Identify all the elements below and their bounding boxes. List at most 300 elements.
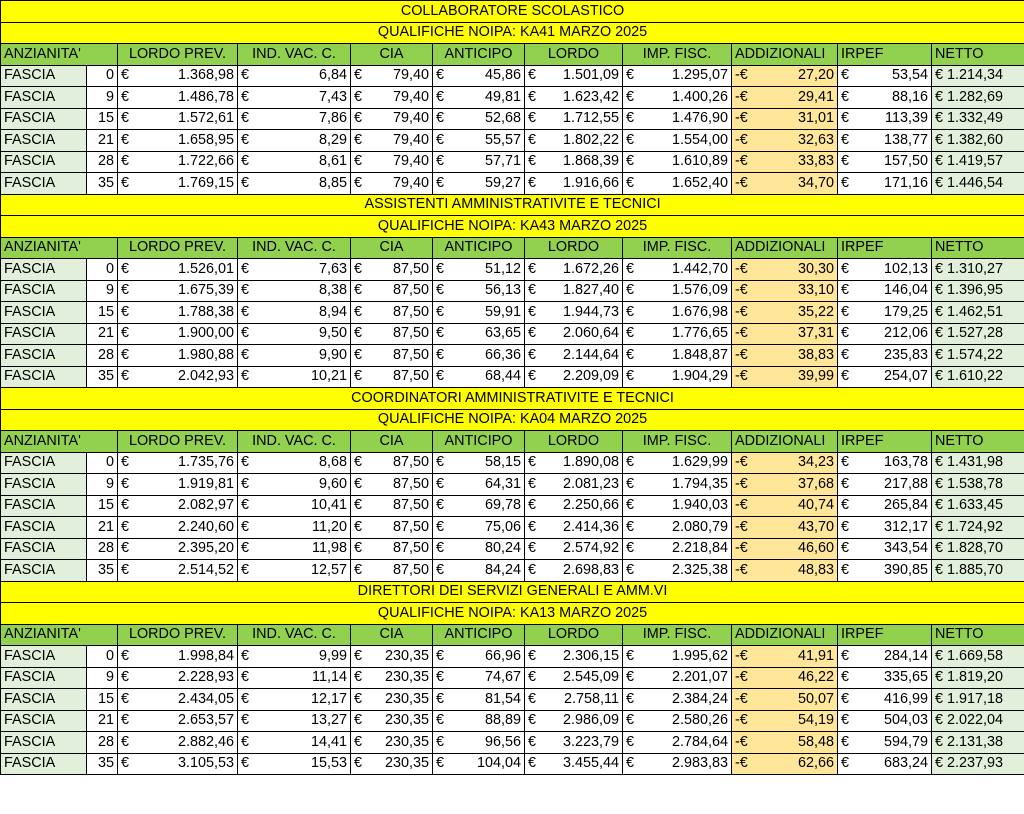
cia-cell: [351, 65, 433, 87]
currency-symbol: €: [626, 647, 635, 664]
cell-value: 1.980,88: [177, 346, 234, 363]
imp-fisc-cell: [623, 345, 732, 367]
imp-fisc-cell: [623, 495, 732, 517]
cell-value: 7,63: [318, 260, 347, 277]
cell-value: 230,35: [384, 712, 429, 729]
fascia-years: 35: [87, 560, 118, 582]
cell-value: 79,40: [392, 67, 429, 84]
fascia-years: 0: [87, 452, 118, 474]
cell-value: 1.623,42: [562, 88, 619, 105]
currency-symbol: €: [436, 454, 445, 471]
cell-value: 2.250,66: [562, 497, 619, 514]
lordo-prev-cell: [118, 732, 238, 754]
currency-symbol: €: [354, 454, 363, 471]
header-row: [1, 431, 1024, 453]
fascia-label: FASCIA: [1, 646, 87, 668]
addizionali-cell: [732, 130, 838, 152]
currency-symbol: €: [626, 88, 635, 105]
lordo-prev-cell: [118, 173, 238, 195]
fascia-years: 15: [87, 108, 118, 130]
currency-symbol: €: [528, 540, 537, 557]
cell-value: 63,65: [484, 325, 521, 342]
cell-value: 1.788,38: [177, 303, 234, 320]
fascia-label: FASCIA: [1, 130, 87, 152]
cia-cell: [351, 87, 433, 109]
cell-value: 8,29: [318, 131, 347, 148]
cia-cell: [351, 302, 433, 324]
anticipo-cell: [433, 753, 525, 775]
currency-symbol: €: [528, 282, 537, 299]
fascia-years: 0: [87, 646, 118, 668]
irpef-cell: [838, 667, 932, 689]
ind-vac-cell: [238, 495, 351, 517]
cell-value: 265,84: [883, 497, 928, 514]
currency-symbol: €: [354, 561, 363, 578]
cell-value: 1.486,78: [177, 88, 234, 105]
netto-cell: € 1.214,34: [932, 65, 1024, 87]
currency-symbol: €: [241, 67, 250, 84]
currency-symbol: -€: [735, 174, 748, 191]
netto-cell: € 2.237,93: [932, 753, 1024, 775]
cell-value: 2.574,92: [562, 540, 619, 557]
cell-value: 1.672,26: [562, 260, 619, 277]
currency-symbol: €: [436, 518, 445, 535]
table-row: [1, 517, 1024, 539]
currency-symbol: €: [626, 110, 635, 127]
cell-value: 1.722,66: [177, 153, 234, 170]
currency-symbol: -€: [735, 346, 748, 363]
cell-value: 13,27: [310, 712, 347, 729]
cell-value: 504,03: [883, 712, 928, 729]
fascia-label: FASCIA: [1, 517, 87, 539]
cell-value: 146,04: [883, 282, 928, 299]
cell-value: 2.209,09: [562, 368, 619, 385]
currency-symbol: €: [121, 174, 130, 191]
lordo-cell: [525, 495, 623, 517]
lordo-cell: [525, 517, 623, 539]
cell-value: 1.658,95: [177, 131, 234, 148]
currency-symbol: €: [354, 303, 363, 320]
cell-value: 34,70: [797, 174, 834, 191]
imp-fisc-cell: [623, 689, 732, 711]
currency-symbol: €: [241, 475, 250, 492]
section-subtitle-row: [1, 409, 1024, 431]
addizionali-cell: [732, 710, 838, 732]
currency-symbol: €: [241, 303, 250, 320]
cell-value: 3.105,53: [177, 755, 234, 772]
currency-symbol: -€: [735, 88, 748, 105]
currency-symbol: €: [626, 260, 635, 277]
cell-value: 14,41: [310, 733, 347, 750]
currency-symbol: €: [354, 110, 363, 127]
cell-value: 416,99: [883, 690, 928, 707]
currency-symbol: €: [241, 110, 250, 127]
currency-symbol: €: [121, 669, 130, 686]
column-header-netto: NETTO: [932, 431, 1024, 453]
imp-fisc-cell: [623, 259, 732, 281]
addizionali-cell: [732, 323, 838, 345]
cia-cell: [351, 710, 433, 732]
netto-cell: € 1.382,60: [932, 130, 1024, 152]
fascia-years: 9: [87, 280, 118, 302]
currency-symbol: €: [436, 669, 445, 686]
currency-symbol: €: [354, 88, 363, 105]
currency-symbol: €: [626, 174, 635, 191]
imp-fisc-cell: [623, 173, 732, 195]
currency-symbol: €: [626, 712, 635, 729]
netto-cell: € 2.131,38: [932, 732, 1024, 754]
currency-symbol: -€: [735, 153, 748, 170]
column-header-anzianita: ANZIANITA': [1, 431, 118, 453]
currency-symbol: €: [841, 561, 850, 578]
currency-symbol: €: [528, 174, 537, 191]
irpef-cell: [838, 259, 932, 281]
imp-fisc-cell: [623, 130, 732, 152]
cell-value: 79,40: [392, 88, 429, 105]
currency-symbol: €: [241, 153, 250, 170]
cell-value: 1.995,62: [671, 647, 728, 664]
cell-value: 1.919,81: [177, 475, 234, 492]
cell-value: 1.712,55: [562, 110, 619, 127]
cell-value: 66,36: [484, 346, 521, 363]
anticipo-cell: [433, 538, 525, 560]
netto-cell: € 1.633,45: [932, 495, 1024, 517]
fascia-label: FASCIA: [1, 108, 87, 130]
cia-cell: [351, 151, 433, 173]
imp-fisc-cell: [623, 323, 732, 345]
addizionali-cell: [732, 452, 838, 474]
currency-symbol: €: [841, 733, 850, 750]
currency-symbol: €: [241, 540, 250, 557]
cell-value: 1.944,73: [562, 303, 619, 320]
anticipo-cell: [433, 366, 525, 388]
currency-symbol: €: [241, 690, 250, 707]
currency-symbol: €: [841, 712, 850, 729]
lordo-prev-cell: [118, 495, 238, 517]
cell-value: 59,27: [484, 174, 521, 191]
currency-symbol: €: [528, 454, 537, 471]
irpef-cell: [838, 302, 932, 324]
currency-symbol: €: [436, 153, 445, 170]
anticipo-cell: [433, 173, 525, 195]
currency-symbol: €: [436, 325, 445, 342]
cell-value: 2.395,20: [177, 540, 234, 557]
addizionali-cell: [732, 560, 838, 582]
column-header-irpef: IRPEF: [838, 237, 932, 259]
cell-value: 87,50: [392, 475, 429, 492]
cell-value: 7,43: [318, 88, 347, 105]
currency-symbol: €: [121, 733, 130, 750]
irpef-cell: [838, 130, 932, 152]
netto-cell: € 1.917,18: [932, 689, 1024, 711]
currency-symbol: €: [121, 497, 130, 514]
cell-value: 683,24: [883, 755, 928, 772]
currency-symbol: €: [121, 282, 130, 299]
cell-value: 58,15: [484, 454, 521, 471]
fascia-label: FASCIA: [1, 173, 87, 195]
lordo-cell: [525, 173, 623, 195]
currency-symbol: €: [354, 690, 363, 707]
section-subtitle-row: [1, 216, 1024, 238]
lordo-cell: [525, 65, 623, 87]
currency-symbol: €: [841, 475, 850, 492]
column-header-imp-fisc: IMP. FISC.: [623, 44, 732, 66]
ind-vac-cell: [238, 87, 351, 109]
cell-value: 80,24: [484, 540, 521, 557]
cell-value: 50,07: [797, 690, 834, 707]
cell-value: 38,83: [797, 346, 834, 363]
cell-value: 33,10: [797, 282, 834, 299]
addizionali-cell: [732, 65, 838, 87]
currency-symbol: €: [841, 497, 850, 514]
currency-symbol: €: [436, 712, 445, 729]
column-header-lordo: LORDO: [525, 431, 623, 453]
cell-value: 87,50: [392, 282, 429, 299]
netto-cell: € 1.828,70: [932, 538, 1024, 560]
cia-cell: [351, 259, 433, 281]
column-header-irpef: IRPEF: [838, 431, 932, 453]
cell-value: 59,91: [484, 303, 521, 320]
cell-value: 343,54: [883, 540, 928, 557]
currency-symbol: -€: [735, 454, 748, 471]
lordo-cell: [525, 302, 623, 324]
currency-symbol: €: [626, 669, 635, 686]
addizionali-cell: [732, 302, 838, 324]
currency-symbol: €: [354, 174, 363, 191]
cell-value: 2.201,07: [671, 669, 728, 686]
anticipo-cell: [433, 345, 525, 367]
lordo-cell: [525, 259, 623, 281]
table-row: [1, 259, 1024, 281]
section-subtitle: QUALIFICHE NOIPA: KA43 MARZO 2025: [1, 216, 1024, 238]
imp-fisc-cell: [623, 65, 732, 87]
ind-vac-cell: [238, 280, 351, 302]
lordo-prev-cell: [118, 366, 238, 388]
section-title: COORDINATORI AMMINISTRATIVITE E TECNICI: [1, 388, 1024, 410]
fascia-years: 28: [87, 151, 118, 173]
cia-cell: [351, 732, 433, 754]
currency-symbol: €: [436, 561, 445, 578]
currency-symbol: -€: [735, 110, 748, 127]
lordo-cell: [525, 130, 623, 152]
fascia-years: 28: [87, 345, 118, 367]
cell-value: 1.295,07: [671, 67, 728, 84]
addizionali-cell: [732, 108, 838, 130]
cell-value: 87,50: [392, 346, 429, 363]
cell-value: 113,39: [885, 110, 928, 127]
cell-value: 46,22: [797, 669, 834, 686]
irpef-cell: [838, 323, 932, 345]
currency-symbol: €: [354, 755, 363, 772]
anticipo-cell: [433, 151, 525, 173]
currency-symbol: €: [241, 454, 250, 471]
ind-vac-cell: [238, 302, 351, 324]
currency-symbol: -€: [735, 325, 748, 342]
ind-vac-cell: [238, 65, 351, 87]
imp-fisc-cell: [623, 646, 732, 668]
currency-symbol: €: [528, 346, 537, 363]
cell-value: 57,71: [484, 153, 521, 170]
currency-symbol: -€: [735, 690, 748, 707]
currency-symbol: €: [841, 755, 850, 772]
cell-value: 171,16: [883, 174, 928, 191]
section-title: ASSISTENTI AMMINISTRATIVITE E TECNICI: [1, 194, 1024, 216]
imp-fisc-cell: [623, 108, 732, 130]
irpef-cell: [838, 87, 932, 109]
ind-vac-cell: [238, 452, 351, 474]
currency-symbol: €: [626, 346, 635, 363]
currency-symbol: €: [626, 540, 635, 557]
currency-symbol: €: [241, 669, 250, 686]
imp-fisc-cell: [623, 710, 732, 732]
column-header-anticipo: ANTICIPO: [433, 431, 525, 453]
table-row: [1, 65, 1024, 87]
column-header-lordo: LORDO: [525, 44, 623, 66]
cell-value: 56,13: [484, 282, 521, 299]
cell-value: 87,50: [392, 260, 429, 277]
cell-value: 230,35: [384, 647, 429, 664]
cell-value: 35,22: [797, 303, 834, 320]
currency-symbol: -€: [735, 475, 748, 492]
fascia-label: FASCIA: [1, 345, 87, 367]
cell-value: 2.218,84: [671, 540, 728, 557]
anticipo-cell: [433, 732, 525, 754]
currency-symbol: €: [528, 475, 537, 492]
table-row: [1, 538, 1024, 560]
column-header-addizionali: ADDIZIONALI: [732, 624, 838, 646]
lordo-cell: [525, 452, 623, 474]
currency-symbol: €: [841, 67, 850, 84]
column-header-ind-vac: IND. VAC. C.: [238, 624, 351, 646]
currency-symbol: €: [241, 712, 250, 729]
currency-symbol: €: [436, 647, 445, 664]
lordo-prev-cell: [118, 474, 238, 496]
anticipo-cell: [433, 65, 525, 87]
cia-cell: [351, 345, 433, 367]
irpef-cell: [838, 732, 932, 754]
section-title-row: [1, 388, 1024, 410]
cell-value: 1.827,40: [562, 282, 619, 299]
column-header-lordo-prev: LORDO PREV.: [118, 237, 238, 259]
currency-symbol: €: [436, 368, 445, 385]
lordo-prev-cell: [118, 517, 238, 539]
cell-value: 8,94: [318, 303, 347, 320]
irpef-cell: [838, 753, 932, 775]
cia-cell: [351, 495, 433, 517]
table-row: [1, 667, 1024, 689]
currency-symbol: €: [354, 647, 363, 664]
cell-value: 1.904,29: [671, 368, 728, 385]
currency-symbol: €: [436, 755, 445, 772]
cell-value: 8,38: [318, 282, 347, 299]
cell-value: 254,07: [883, 368, 928, 385]
cia-cell: [351, 538, 433, 560]
netto-cell: € 1.885,70: [932, 560, 1024, 582]
imp-fisc-cell: [623, 667, 732, 689]
fascia-years: 9: [87, 87, 118, 109]
cell-value: 75,06: [484, 518, 521, 535]
currency-symbol: €: [354, 497, 363, 514]
addizionali-cell: [732, 280, 838, 302]
imp-fisc-cell: [623, 753, 732, 775]
cell-value: 1.802,22: [562, 131, 619, 148]
fascia-years: 21: [87, 710, 118, 732]
netto-cell: € 1.446,54: [932, 173, 1024, 195]
currency-symbol: -€: [735, 561, 748, 578]
netto-cell: € 1.574,22: [932, 345, 1024, 367]
cell-value: 12,17: [310, 690, 347, 707]
fascia-years: 35: [87, 753, 118, 775]
lordo-cell: [525, 689, 623, 711]
imp-fisc-cell: [623, 151, 732, 173]
cell-value: 9,50: [318, 325, 347, 342]
cell-value: 40,74: [797, 497, 834, 514]
cell-value: 157,50: [883, 153, 928, 170]
cell-value: 84,24: [484, 561, 521, 578]
irpef-cell: [838, 366, 932, 388]
cell-value: 43,70: [797, 518, 834, 535]
cell-value: 2.306,15: [562, 647, 619, 664]
imp-fisc-cell: [623, 452, 732, 474]
imp-fisc-cell: [623, 366, 732, 388]
cell-value: 1.769,15: [177, 174, 234, 191]
imp-fisc-cell: [623, 560, 732, 582]
currency-symbol: -€: [735, 540, 748, 557]
lordo-prev-cell: [118, 151, 238, 173]
fascia-years: 9: [87, 667, 118, 689]
column-header-netto: NETTO: [932, 237, 1024, 259]
currency-symbol: €: [121, 88, 130, 105]
netto-cell: € 1.332,49: [932, 108, 1024, 130]
column-header-irpef: IRPEF: [838, 624, 932, 646]
cell-value: 1.610,89: [671, 153, 728, 170]
cell-value: 1.735,76: [177, 454, 234, 471]
table-row: [1, 366, 1024, 388]
currency-symbol: €: [354, 712, 363, 729]
cell-value: 10,41: [310, 497, 347, 514]
anticipo-cell: [433, 517, 525, 539]
irpef-cell: [838, 474, 932, 496]
header-row: [1, 237, 1024, 259]
column-header-cia: CIA: [351, 431, 433, 453]
netto-cell: € 1.527,28: [932, 323, 1024, 345]
section-subtitle: QUALIFICHE NOIPA: KA13 MARZO 2025: [1, 603, 1024, 625]
currency-symbol: €: [436, 131, 445, 148]
anticipo-cell: [433, 560, 525, 582]
irpef-cell: [838, 538, 932, 560]
lordo-prev-cell: [118, 302, 238, 324]
column-header-ind-vac: IND. VAC. C.: [238, 431, 351, 453]
lordo-prev-cell: [118, 130, 238, 152]
lordo-cell: [525, 732, 623, 754]
currency-symbol: €: [241, 733, 250, 750]
cell-value: 212,06: [883, 325, 928, 342]
currency-symbol: €: [241, 368, 250, 385]
ind-vac-cell: [238, 345, 351, 367]
currency-symbol: -€: [735, 733, 748, 750]
cell-value: 335,65: [883, 669, 928, 686]
cell-value: 1.526,01: [177, 260, 234, 277]
lordo-prev-cell: [118, 689, 238, 711]
column-header-addizionali: ADDIZIONALI: [732, 237, 838, 259]
cell-value: 1.576,09: [671, 282, 728, 299]
irpef-cell: [838, 280, 932, 302]
lordo-prev-cell: [118, 259, 238, 281]
currency-symbol: €: [241, 561, 250, 578]
currency-symbol: €: [121, 690, 130, 707]
cia-cell: [351, 366, 433, 388]
cell-value: 2.986,09: [562, 712, 619, 729]
